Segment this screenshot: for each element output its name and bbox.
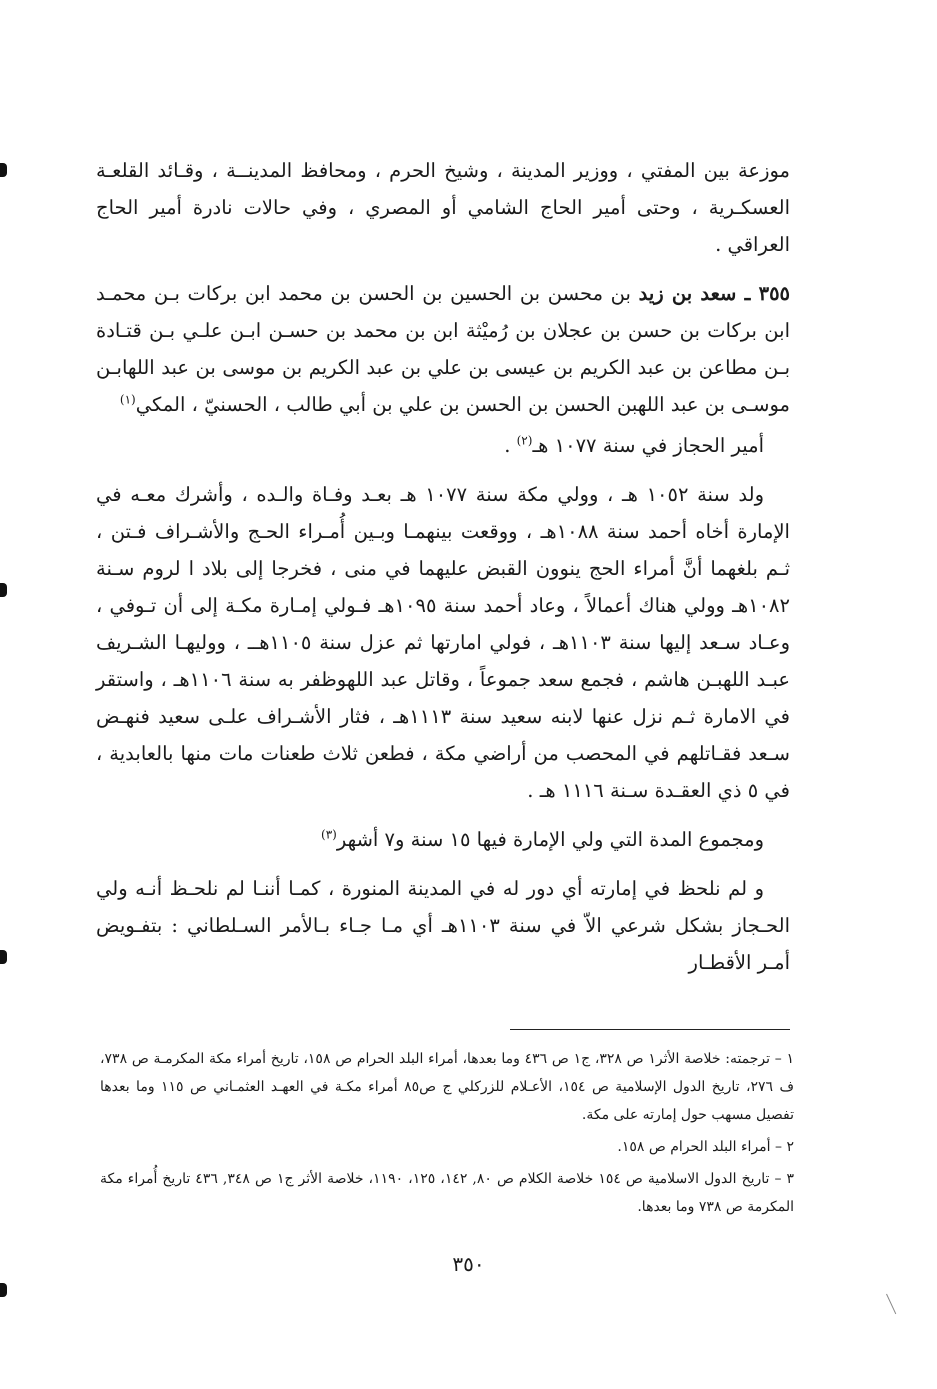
edge-mark [0, 163, 7, 177]
paragraph-entry-lineage [96, 275, 790, 423]
entry-title-text: أمير الحجاز في سنة ١٠٧٧ هـ [532, 434, 764, 457]
footnote-divider [510, 1029, 790, 1030]
footnote-ref-1[interactable]: (١) [119, 392, 136, 407]
entry-lineage-text: بن محسن بن الحسين بن الحسن بن محمد ابن بركات بـن محمـد ابن بركات بن حسن بن عجلان بن رُميْثة ابن بن محمد بن حسـن ابـن علـي بـن قتـادة بـن مطاعن بن عبد الكريم بن عيسى بن علي بن عبد الكريم بن موسى بن عبد اللهابـن موسـى بن عبد اللهبن الحسن بن الحسن بن علي بن أبي طالب ، الحسنيّ ، المكي [96, 282, 790, 416]
edge-mark [0, 583, 7, 597]
scan-stray-mark [886, 1288, 909, 1314]
paragraph-biography: ولد سنة ١٠٥٢ هـ ، وولي مكة سنة ١٠٧٧ هـ بعـد وفـاة والـده ، وأشرك معـه في الإمارة أخاه أحمد سنة ١٠٨٨هـ ، ووقعت بينهمـا وبـين أُمـراء الحـج والأشـراف فـتن ، ثـم بلغهما أنَّ أمراء الحج ينوون القبض عليهما في منى ، فخرجا إلى بلاد ا لروم سـنة ١٠٨٢هـ وولي هناك أعمالاً ، وعاد أحمد سنة ١٠٩٥هـ فـولي إمـارة مكـة إلى أن تـوفي ، وعـاد سـعد إليها سنة ١١٠٣هـ ، فولي امارتها ثم عزل سنة ١١٠٥هــ ، ووليهـا الشـريف عبـد اللهبـن هاشم ، فجمع سعد جموعاً ، وقاتل عبد اللهوظفر به سنة ١١٠٦هـ ، واستقر في الامارة ثـم نزل عنها لابنه سعيد سنة ١١١٣هـ ، فثار الأشـراف علـى سعيد فنهـض سـعد فقـاتلهم في المحصب من أراضي مكة ، فطعن ثلاث طعنات مات منها بالعابدية ، في ٥ ذي العقـدة سـنة ١١١٦ هـ . [96, 483, 791, 802]
edge-mark [0, 1283, 7, 1297]
paragraph-title [96, 427, 790, 464]
entry-title-tail: . [504, 434, 517, 457]
footnote-1: ١ – ترجمته: خلاصة الأثر١ ص ٣٢٨، ج١ ص ٤٣٦ وما بعدها، أمراء البلد الحرام ص ١٥٨، تاريخ أمراء مكة المكرمـة ص ٧٣٨، ف ٢٧٦، تاريخ الدول الإسلامية ص ١٥٤، الأعـلام للزركلي ج ص٨٥ أمراء مكـة في العهـد العثمـاني ص ١١٥ وما بعدها تفصيل مسهب حول إمارته على مكة. [100, 1051, 795, 1123]
edge-mark [0, 950, 7, 964]
footnote-3: ٣ – تاريخ الدول الاسلامية ص ١٥٤ خلاصة الكلام ص ٨٠, ١٤٢، ١٢٥، ١١٩٠، خلاصة الأثر ج١ ص ٣٤٨, ٤٣٦ تاريخ أُمراء مكة المكرمة ص ٧٣٨ وما بعدها. [100, 1171, 795, 1215]
footnotes [100, 1045, 794, 1225]
paragraph-intro: موزعة بين المفتي ، ووزير المدينة ، وشيخ الحرم ، ومحافظ المدينــة ، وقـائد القلعـة العسكـرية ، وحتى أمير الحاج الشامي أو المصري ، وفي حالات نادرة أمير الحاج العراقي . [96, 159, 790, 256]
main-text [96, 152, 790, 993]
footnote-ref-3[interactable]: (٣) [321, 827, 337, 842]
footnote-2: ٢ – أمراء البلد الحرام ص ١٥٨. [617, 1139, 794, 1155]
paragraph-medina-role: و لم نلحظ في إمارته أي دور له في المدينة المنورة ، كمـا أننـا لم نلحـظ أنـه ولي الحـجاز بشكل شرعي الاّ في سنة ١١٠٣هـ أي مـا جـاء بـالأمر السـلطاني : بتفـويض أمـر الأقطـار [96, 877, 790, 974]
footnote-ref-2[interactable]: (٢) [516, 433, 533, 448]
paragraph-duration [96, 821, 790, 858]
entry-heading: ٣٥٥ ـ سعد بن زيد [638, 282, 791, 305]
page-number: ٣٥٠ [452, 1252, 485, 1276]
duration-text: ومجموع المدة التي ولي الإمارة فيها ١٥ سنة و٧ أشهر [336, 828, 764, 851]
